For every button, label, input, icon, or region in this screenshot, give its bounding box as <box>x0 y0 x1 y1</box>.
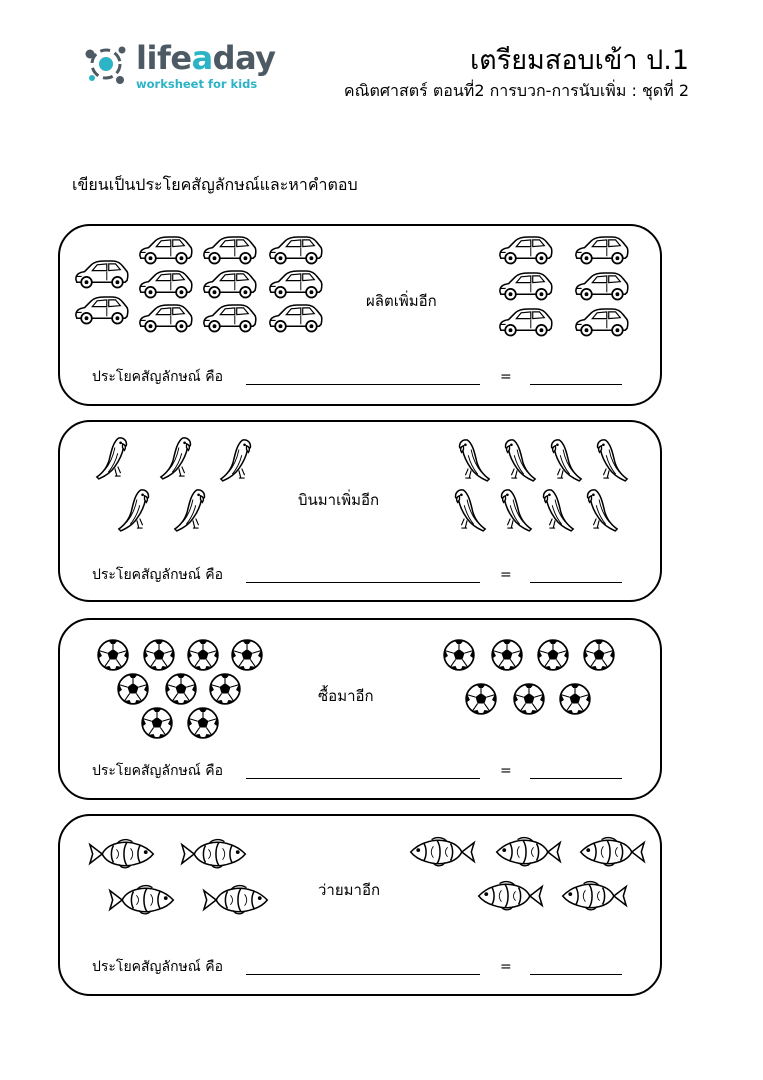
equation-answer-line[interactable] <box>246 974 480 975</box>
car-icon <box>266 234 324 267</box>
equation-answer-line[interactable] <box>246 582 480 583</box>
equation-answer-line[interactable] <box>246 778 480 779</box>
parrot-icon <box>218 436 256 484</box>
soccer-ball-icon <box>164 672 198 706</box>
soccer-ball-icon <box>140 706 174 740</box>
soccer-ball-icon <box>230 638 264 672</box>
problem-box-4 <box>58 814 662 996</box>
logo-mark-icon <box>82 40 134 92</box>
parrot-icon <box>94 434 132 482</box>
soccer-ball-icon <box>442 638 476 672</box>
equation-answer-line[interactable] <box>246 384 480 385</box>
car-icon <box>136 268 194 301</box>
car-icon <box>496 270 554 303</box>
fish-icon <box>84 836 162 872</box>
action-label: บินมาเพิ่มอีก <box>298 491 380 509</box>
car-icon <box>136 234 194 267</box>
equals-sign: = <box>500 763 512 779</box>
soccer-ball-icon <box>558 682 592 716</box>
car-icon <box>496 234 554 267</box>
soccer-ball-icon <box>536 638 570 672</box>
parrot-icon <box>500 436 538 484</box>
instruction-text: เขียนเป็นประโยคสัญลักษณ์และหาคำตอบ <box>72 175 358 194</box>
soccer-ball-icon <box>96 638 130 672</box>
parrot-icon <box>450 486 488 534</box>
parrot-icon <box>454 436 492 484</box>
parrot-icon <box>116 486 154 534</box>
result-answer-line[interactable] <box>530 778 622 779</box>
car-icon <box>496 306 554 339</box>
car-icon <box>200 302 258 335</box>
fish-icon <box>104 882 182 918</box>
action-label: ซื้อมาอีก <box>318 687 374 705</box>
fish-icon <box>572 834 650 870</box>
sentence-label: ประโยคสัญลักษณ์ คือ <box>92 763 223 779</box>
soccer-ball-icon <box>186 706 220 740</box>
fish-icon <box>198 882 276 918</box>
car-icon <box>72 294 130 327</box>
fish-icon <box>488 834 566 870</box>
soccer-ball-icon <box>186 638 220 672</box>
action-label: ว่ายมาอีก <box>318 881 381 899</box>
result-answer-line[interactable] <box>530 974 622 975</box>
equals-sign: = <box>500 959 512 975</box>
sentence-label: ประโยคสัญลักษณ์ คือ <box>92 369 223 385</box>
car-icon <box>136 302 194 335</box>
soccer-ball-icon <box>142 638 176 672</box>
car-icon <box>200 234 258 267</box>
equals-sign: = <box>500 567 512 583</box>
parrot-icon <box>158 434 196 482</box>
fish-icon <box>402 834 480 870</box>
car-icon <box>572 270 630 303</box>
logo-wordmark: lifeaday <box>136 39 276 77</box>
parrot-icon <box>538 486 576 534</box>
logo <box>82 38 282 98</box>
parrot-icon <box>496 486 534 534</box>
action-label: ผลิตเพิ่มอีก <box>366 292 437 310</box>
problem-box-1 <box>58 224 662 406</box>
fish-icon <box>470 878 548 914</box>
sentence-label: ประโยคสัญลักษณ์ คือ <box>92 959 223 975</box>
parrot-icon <box>546 436 584 484</box>
soccer-ball-icon <box>582 638 616 672</box>
car-icon <box>266 302 324 335</box>
equals-sign: = <box>500 369 512 385</box>
car-icon <box>72 258 130 291</box>
car-icon <box>572 234 630 267</box>
problem-box-3 <box>58 618 662 800</box>
sentence-label: ประโยคสัญลักษณ์ คือ <box>92 567 223 583</box>
parrot-icon <box>592 436 630 484</box>
fish-icon <box>554 878 632 914</box>
car-icon <box>200 268 258 301</box>
car-icon <box>572 306 630 339</box>
car-icon <box>266 268 324 301</box>
soccer-ball-icon <box>116 672 150 706</box>
soccer-ball-icon <box>490 638 524 672</box>
result-answer-line[interactable] <box>530 582 622 583</box>
soccer-ball-icon <box>208 672 242 706</box>
soccer-ball-icon <box>512 682 546 716</box>
problem-box-2 <box>58 420 662 602</box>
page-subtitle: คณิตศาสตร์ ตอนที่2 การบวก-การนับเพิ่ม : ชุดที่ 2 <box>343 81 689 100</box>
soccer-ball-icon <box>464 682 498 716</box>
page-title: เตรียมสอบเข้า ป.1 <box>469 45 689 76</box>
logo-tagline: worksheet for kids <box>136 77 258 91</box>
parrot-icon <box>582 486 620 534</box>
result-answer-line[interactable] <box>530 384 622 385</box>
parrot-icon <box>172 486 210 534</box>
fish-icon <box>176 836 254 872</box>
